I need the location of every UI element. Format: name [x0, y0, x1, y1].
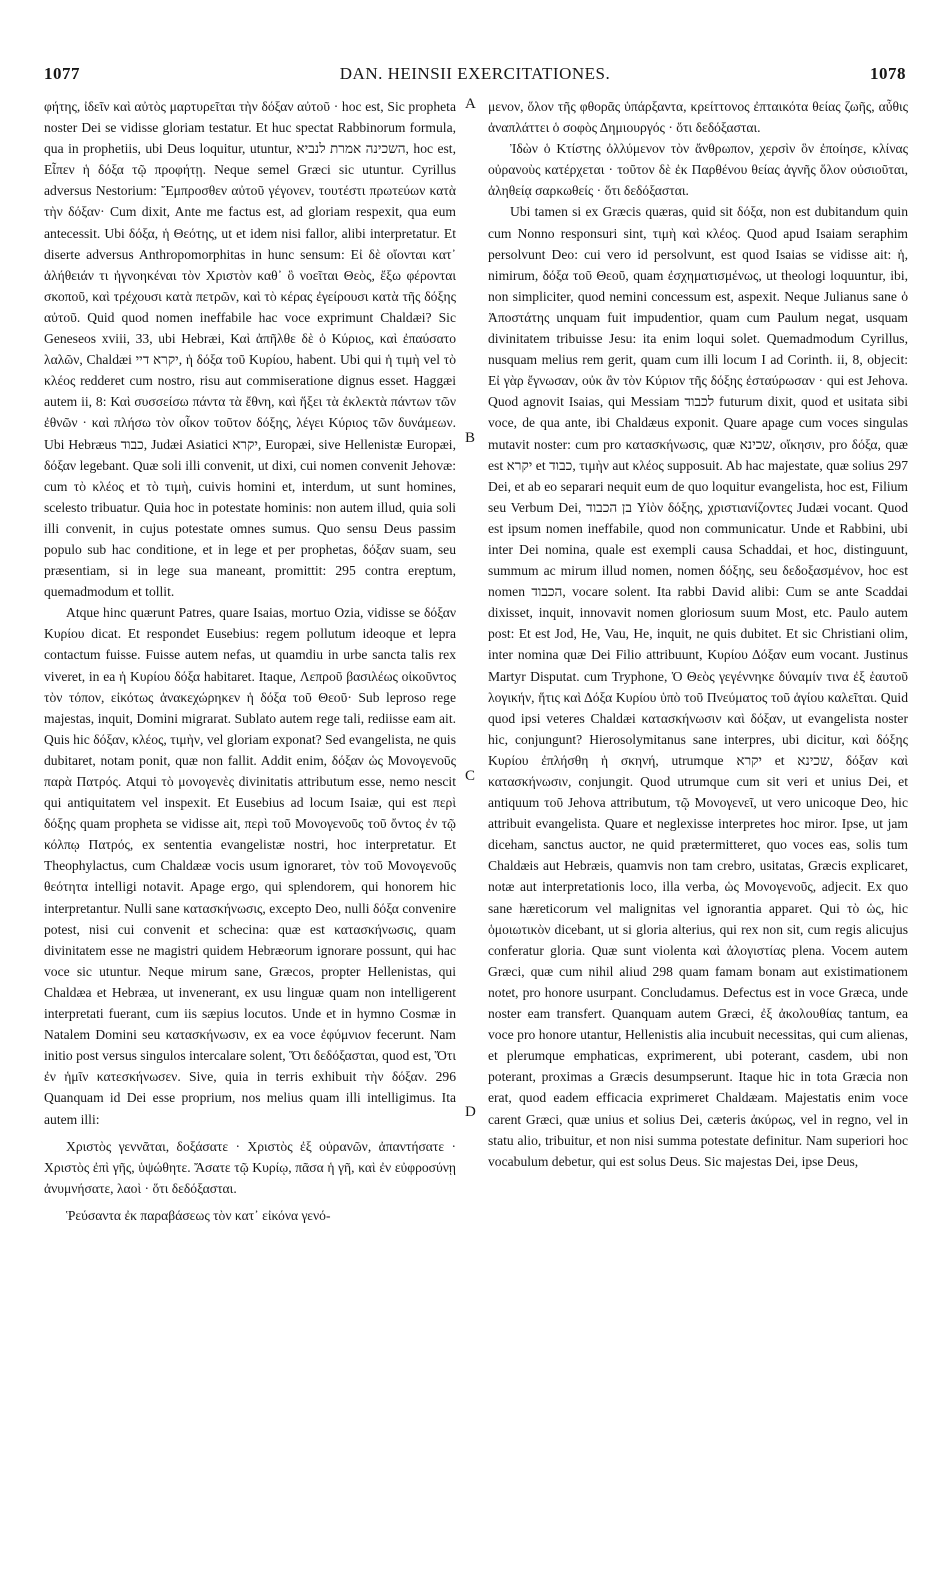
hymn-verse: Ἰδὼν ὁ Κτίστης ὀλλύμενον τὸν ἄνθρωπον, χερσὶν ὃν ἐποίησε, κλίνας οὐρανοὺς κατέρχεται · τοῦτον δὲ ἐκ Παρθένου θείας ἁγνῆς ὅλον οὐσιοῦται, ἀληθείᾳ σαρκωθείς · ὅτι δεδόξασται. [488, 141, 908, 199]
margin-marker-a: A [465, 96, 476, 112]
hymn-verse: μενον, ὅλον τῆς φθορᾶς ὑπάρξαντα, κρείττονος ἐπταικότα θείας ζωῆς, αὖθις ἀναπλάττει ὁ σοφὸς Δημιουργός · ὅτι δεδόξασται. [488, 99, 908, 136]
hymn-verse: Χριστὸς γεννᾶται, δοξάσατε · Χριστὸς ἐξ οὐρανῶν, ἀπαντήσατε · Χριστὸς ἐπὶ γῆς, ὑψώθητε. Ἄσατε τῷ Κυρίῳ, πᾶσα ἡ γῆ, καὶ ἐν εὐφροσύνῃ ἀνυμνήσατε, λαοὶ · ὅτι δεδόξασται. [44, 1138, 456, 1196]
right-column [488, 96, 908, 1172]
running-header [44, 64, 906, 86]
margin-marker-c: C [465, 768, 476, 784]
margin-marker-b: B [465, 430, 476, 446]
margin-marker-d: D [465, 1104, 476, 1120]
page-number-left: 1077 [44, 64, 80, 83]
running-title: DAN. HEINSII EXERCITATIONES. [339, 64, 611, 83]
paragraph: Atque hinc quærunt Patres, quare Isaias, mortuo Ozia, vidisse se δόξαν Κυρίου dicat. Et respondet Eusebius: regem pollutum ideoque et lepra contactum fuisse. Fuisse autem nefas, ut quamdiu in urbe sancta talis rex viveret, in ea ἡ Κυρίου δόξα habitaret. Itaque, Λεπροῦ βασιλέως οἰκοῦντος τὸν τόπον, εἰκότως ἀνακεχώρηκεν ἡ δόξα τοῦ Θεοῦ· Sub leproso rege majestas, inquit, Domini migrarat. Sublato autem rege tali, rediisse eam ait. Quis hic δόξαν, κλέος, τιμὴν, vel gloriam exponat? Sed evangelista, ne quis dubitaret, notam ponit, quæ non fallit. Addit enim, δόξαν ὡς Μονογενοῦς παρὰ Πατρός. Atqui τὸ μονογενὲς divinitatis attributum esse, nemo nescit qui antiquitatem vel inspexit. Et Eusebius ad locum Isaiæ, qui est περὶ δόξης quam propheta se vidisse ait, περὶ τοῦ Μονογενοῦς τοῦ ὄντος ἐν τῷ κόλπῳ Πατρός, ex sententia evangelistæ nostri, hoc interpretatur. Et Theophylactus, cum Chaldææ vocis usum ignoraret, τὸν τοῦ Μονογενοῦς θεότητα intelligi notavit. Apage ergo, qui splendorem, qui honorem hic interpretantur. Nulli sane κατασκήνωσις, excepto Deo, nulli δόξα convenire potest, nisi cui convenit et schecina: quæ est κατασκήνωσις, quam divinitatem esse ne magistri quidem Hebræorum ignorare possunt, qui hac voce sic utuntur. Neque mirum sane, Græcos, propter Hellenistas, qui Chaldæa et Hebræa, ut invenerant, ex usu linguæ quam non intelligerent interpretati fuerant, cum iis sæpius locutos. Unde et in hymno Cosmæ in Natalem Domini seu κατασκήνωσιν, ex ea voce ἐφύμνιον fecerunt. Nam initio post versus singulos intercalare solent, Ὅτι δεδόξασται, quod est, Ὅτι ἐν ἡμῖν κατεσκήνωσεν. Sive, quia in terris exhibuit τὴν δόξαν. 296 Quanquam id Dei esse proprium, nos melius quam illi intelligimus. Ita autem illi: [44, 605, 456, 1127]
page-number-right: 1078 [870, 64, 906, 83]
paragraph: Ubi tamen si ex Græcis quæras, quid sit δόξα, non est dubitandum quin cum Nonno responsuri sint, τιμὴ καὶ κλέος. Quod apud Isaiam seraphim persolvunt Deo: cui vero id persolvunt, est quod Isaias se vidisse ait: ἡ, nimirum, δόξα τοῦ Θεοῦ, quam ἐσχηματισμένως, ut theologi loquuntur, ibi, non simpliciter, quod nemini concessum est, aspexit. Neque Julianus sane ὁ Ἀποστάτης unquam fuit impudentior, quam cum Paulum negat, usquam divinitatem tribuisse Jesu: ita enim loqui solet. Quemadmodum Cyrillus, nusquam melius rem gerit, quam cum illi locum I ad Corinth. ii, 8, objecit: Εἰ γὰρ ἔγνωσαν, οὐκ ἂν τὸν Κύριον τῆς δόξης ἐσταύρωσαν · qui est Jehova. Quod agnovit Isaias, qui Messiam לכבוד futurum dixit, quod et usitata sibi voce, de qua ante, ibi Chaldæus exponit. Quare apage cum voces singulas mutavit noster: cum pro κατασκήνωσις, quæ שכינא, οἴκησιν, pro δόξα, quæ est יקרא et כבוד, τιμὴν aut κλέος supposuit. Ab hac majestate, quæ solius 297 Dei, et ab eo separari nequit eum de quo loquitur evangelista, hoc est, Filium seu Verbum Dei, בן הכבוד Υἱὸν δόξης, χριστιανίζοντες Judæi vocant. Quod est ipsum nomen ineffabile, quod non communicatur. Unde et Rabbini, ubi inter Dei nomina, quale est exempli causa Schaddai, et hoc, distinguunt, summum ac mirum illud nomen, nomen δόξης, seu δεδοξασμένον, hoc est nomen הכבוד, vocare solent. Ita rabbi David alibi: Cum se ante Scaddai dixisset, inquit, innovavit nomen gloriosum suum Most, etc. Paulo autem post: Et est Jod, He, Vau, He, inquit, ne quis dubitet. Et sic Christiani olim, inter nomina quæ Dei Filio attribuunt, Κυρίου Δόξαν eum vocant. Justinus Martyr Disputat. cum Tryphone, Ὁ Θεὸς γεγέννηκε δύναμίν τινα ἐξ ἑαυτοῦ λογικήν, ἥτις καὶ Δόξα Κυρίου ὑπὸ τοῦ Πνεύματος τοῦ ἁγίου καλεῖται. Quid quod ipsi veteres Chaldæi κατασκήνωσιν καὶ δόξαν, ut evangelista noster hic, conjungunt? Hierosolymitanus sane interpres, ubi dicitur, καὶ δόξης Κυρίου ἐπλήσθη ἡ σκηνή, utrumque יקרא et שכינא, δόξαν καὶ κατασκήνωσιν, conjungit. Quod utrumque cum sit veri et unius Dei, et antiquum τοῦ Jehova attributum, τῷ Μονογενεῖ, ut vero unicoque Deo, hic attribuit evangelista. Quare et neglexisse interpretes hoc miror. Ipse, ut jam diceham, sanctus auctor, ne quid prætermitteret, quo voces eas, solis tum Chaldæis aut Hebræis, quamvis non tam crebro, usitatas, Græcis explicaret, notæ aut interpretationis loco, illa verba, ὡς Μονογενοῦς, adjecit. Ex quo sane hæreticorum vel malignitas vel ignorantia apparet. Qui τὸ ὡς, hic ὁμοιωτικὸν dicebant, ut si gloria alterius, qui rex non sit, cum regis alicujus conferatur gloria. Quæ sunt violenta καὶ ἀλογιστίας plena. Vocem autem Græci, quæ cum nihil aliud 298 quam famam bonam aut existimationem notet, pro honore usurpant. Concludamus. Defectus est in voce Græca, unde noster eam transfert. Quanquam autem Græci, ἐξ ἀκολουθίας tantum, ea voce pro honore utantur, Hellenistis alia incubuit necessitas, qui cum alienas, et plerumque emphaticas, exprimerent, ubi poterant, casdem, ubi non poterant, proximas a Græcis desumpserunt. Itaque hic in tota Græcia non erat, quod eadem efficacia exprimeret Chaldæam. Majestatis enim voce carent Græci, quæ unius et solius Dei, cæteris ἀκύρως, vel in regno, vel in statu alio, tribuitur, et non nisi summa potestate definitur. Nam superiori hoc vocabulum debetur, qui est solus Deus. Sic majestas Dei, ipse Deus, [488, 204, 909, 1169]
left-column [44, 96, 456, 1226]
paragraph: Ῥεύσαντα ἐκ παραβάσεως τὸν κατ᾿ εἰκόνα γενό- [66, 1207, 331, 1223]
paragraph: φήτης, ἰδεῖν καὶ αὐτὸς μαρτυρεῖται τὴν δόξαν αὐτοῦ · hoc est, Sic propheta noster Dei se vidisse gloriam testatur. Et huc spectat Rabbinorum formula, qua in prophetiis, ubi Deus loquitur, utuntur, השכינה אמרת לנביא, hoc est, Εἶπεν ἡ δόξα τῷ προφήτῃ. Neque semel Græci sic utuntur. Cyrillus adversus Nestorium: Ἔμπροσθεν αὐτοῦ γέγονεν, τουτέστι πρωτεύων κατὰ τὴν δόξαν· Cum dixit, Ante me factus est, ad gloriam respexit, qua eum antecessit. Ubi δόξα, ἡ Θεότης, ut et idem nisi fallor, alibi interpretatur. Et diserte adversus Anthropomorphitas in hunc sensum: Εἰ δὲ οἴονται κατ᾿ ἀλήθειάν τι ἠγνοηκέναι τὸν Χριστὸν καθ᾿ ὃ νοεῖται Θεὸς, ἔξω φέρονται σκοποῦ, καὶ τρέχουσι κατὰ πετρῶν, καὶ τὸ κέρας ἐγείρουσι κατὰ τῆς δόξης αὐτοῦ. Quid quod nomen ineffabile hac voce exprimunt Chaldæi? Sic Geneseos xviii, 33, ubi Hebræi, Καὶ ἀπῆλθε δὲ ὁ Κύριος, καὶ ἐπαύσατο λαλῶν, Chaldæi יקרא דיי, ἡ δόξα τοῦ Κυρίου, habent. Ubi qui ἡ τιμὴ vel τὸ κλέος redderet cum nostro, risu aut commiseratione dignus esset. Haggæi autem ii, 8: Καὶ συσσείσω πάντα τὰ ἔθνη, καὶ ἥξει τὰ ἐκλεκτὰ πάντων τῶν ἐθνῶν · καὶ πλήσω τὸν οἶκον τοῦτον δόξης, λέγει Κύριος τῶν δυνάμεων. Ubi Hebræus כבוד, Judæi Asiatici יקרא, Europæi, sive Hellenistæ Europæi, δόξαν legebant. Quæ soli illi convenit, ut dixi, cui nomen convenit Jehovæ: cum τὸ κλέος et τὸ τιμὴ, cuivis homini et, interdum, ut sunt homines, scelesto tribuatur. Quia hoc in potestate hominis: non autem illud, quia soli illi convenit, in cujus potestate omnes sumus. Quo sensu Deus passim populo sub hac conditione, et in lege et per prophetas, δόξαν suam, seu præsentiam, si in lege sua maneant, promittit: 295 contra ereptum, quemadmodum et tollit. [44, 99, 456, 600]
